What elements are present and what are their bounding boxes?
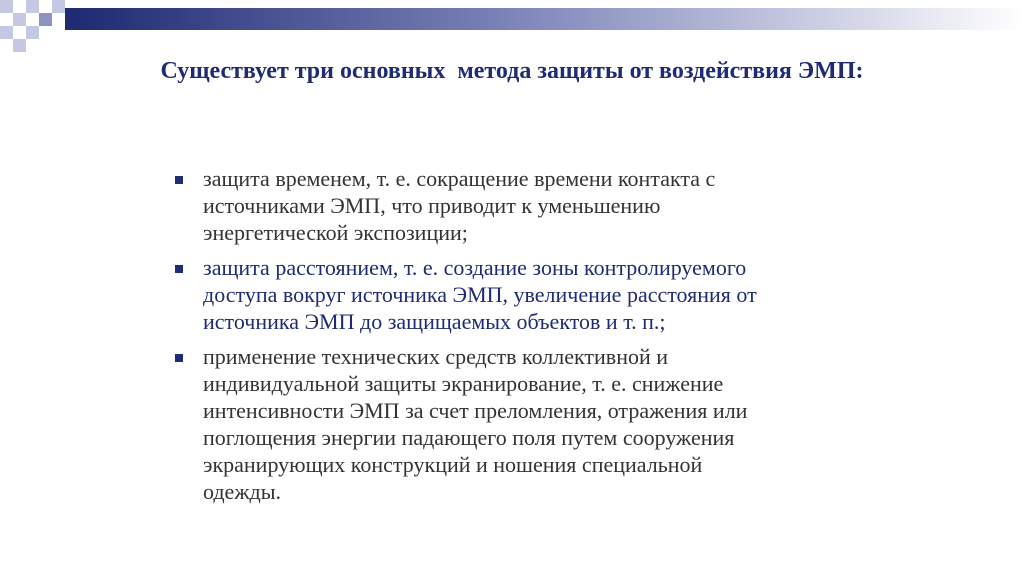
square-bullet-icon	[175, 176, 183, 184]
decor-square	[0, 0, 13, 13]
bullet-line: защита временем, т. е. сокращение времени контакта с	[203, 166, 716, 191]
square-bullet-icon	[175, 354, 183, 362]
bullet-line: защита расстоянием, т. е. создание зоны контролируемого	[203, 255, 747, 280]
bullet-list	[175, 165, 875, 513]
decor-square	[52, 0, 65, 13]
bullet-line: применение технических средств коллективной и	[203, 344, 669, 369]
decor-square	[0, 26, 13, 39]
bullet-line: экранирующих конструкций и ношения специальной	[203, 452, 703, 477]
decor-square	[39, 13, 52, 26]
bullet-line: поглощения энергии падающего поля путем сооружения	[203, 425, 735, 450]
header-decoration	[0, 0, 1024, 60]
bullet-line: источниками ЭМП, что приводит к уменьшению	[203, 193, 661, 218]
bullet-item	[175, 165, 875, 246]
bullet-line: интенсивности ЭМП за счет преломления, отражения или	[203, 398, 748, 423]
square-bullet-icon	[175, 265, 183, 273]
bullet-line: индивидуальной защиты экранирование, т. е. снижение	[203, 371, 724, 396]
bullet-line: энергетической экспозиции;	[203, 220, 468, 245]
decor-square	[13, 39, 26, 52]
bullet-line: источника ЭМП до защищаемых объектов и т. п.;	[203, 309, 666, 334]
decor-square	[26, 26, 39, 39]
header-gradient-bar	[78, 8, 1024, 30]
bullet-line: одежды.	[203, 479, 281, 504]
decor-square	[26, 0, 39, 13]
slide-title: Существует три основных метода защиты от воздействия ЭМП:	[160, 58, 864, 84]
decor-square	[13, 13, 26, 26]
decor-square	[65, 8, 78, 30]
bullet-item	[175, 254, 875, 335]
bullet-item	[175, 343, 875, 505]
bullet-line: доступа вокруг источника ЭМП, увеличение расстояния от	[203, 282, 757, 307]
